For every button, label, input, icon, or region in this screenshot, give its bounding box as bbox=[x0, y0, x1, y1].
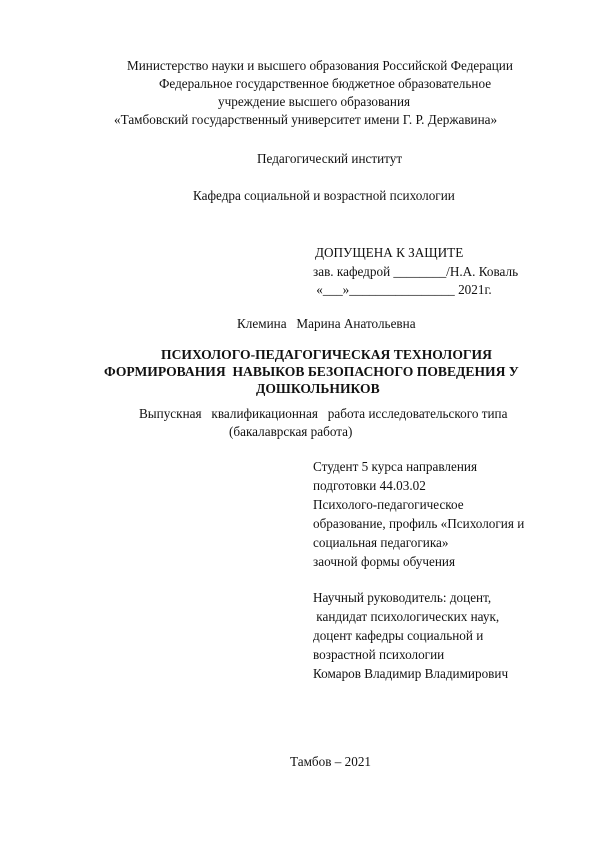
student-line: подготовки 44.03.02 bbox=[313, 478, 426, 493]
approval-title: ДОПУЩЕНА К ЗАЩИТЕ bbox=[315, 245, 464, 260]
thesis-title-line-3: ДОШКОЛЬНИКОВ bbox=[256, 381, 380, 396]
author-name: Клемина Марина Анатольевна bbox=[237, 316, 416, 331]
city-year: Тамбов – 2021 bbox=[290, 754, 372, 769]
institution-line-2: учреждение высшего образования bbox=[218, 94, 411, 109]
approval-date: «___»________________ 2021г. bbox=[313, 282, 492, 297]
thesis-type-line-1: Выпускная квалификационная работа исследовательского типа bbox=[139, 406, 508, 421]
student-line: Студент 5 курса направления bbox=[313, 459, 478, 474]
thesis-type-line-2: (бакалаврская работа) bbox=[229, 424, 353, 439]
thesis-title-line-2: ФОРМИРОВАНИЯ НАВЫКОВ БЕЗОПАСНОГО ПОВЕДЕНИЯ У bbox=[104, 364, 519, 379]
approval-head-signature: зав. кафедрой ________/Н.А. Коваль bbox=[313, 264, 519, 279]
student-line: заочной формы обучения bbox=[313, 554, 456, 569]
student-line: социальная педагогика» bbox=[313, 535, 449, 550]
supervisor-name: Комаров Владимир Владимирович bbox=[313, 666, 509, 681]
ministry-line: Министерство науки и высшего образования Российской Федерации bbox=[127, 58, 513, 73]
institution-line-1: Федеральное государственное бюджетное образовательное bbox=[159, 76, 492, 91]
university-name: «Тамбовский государственный университет имени Г. Р. Державина» bbox=[114, 112, 498, 127]
student-line: Психолого-педагогическое bbox=[313, 497, 464, 512]
department-name: Кафедра социальной и возрастной психологии bbox=[193, 188, 455, 203]
supervisor-line: возрастной психологии bbox=[313, 647, 445, 662]
supervisor-line: Научный руководитель: доцент, bbox=[313, 590, 492, 605]
student-line: образование, профиль «Психология и bbox=[313, 516, 525, 531]
supervisor-line: кандидат психологических наук, bbox=[313, 609, 500, 624]
institute-name: Педагогический институт bbox=[257, 151, 403, 166]
thesis-title-line-1: ПСИХОЛОГО-ПЕДАГОГИЧЕСКАЯ ТЕХНОЛОГИЯ bbox=[161, 347, 492, 362]
supervisor-line: доцент кафедры социальной и bbox=[313, 628, 484, 643]
